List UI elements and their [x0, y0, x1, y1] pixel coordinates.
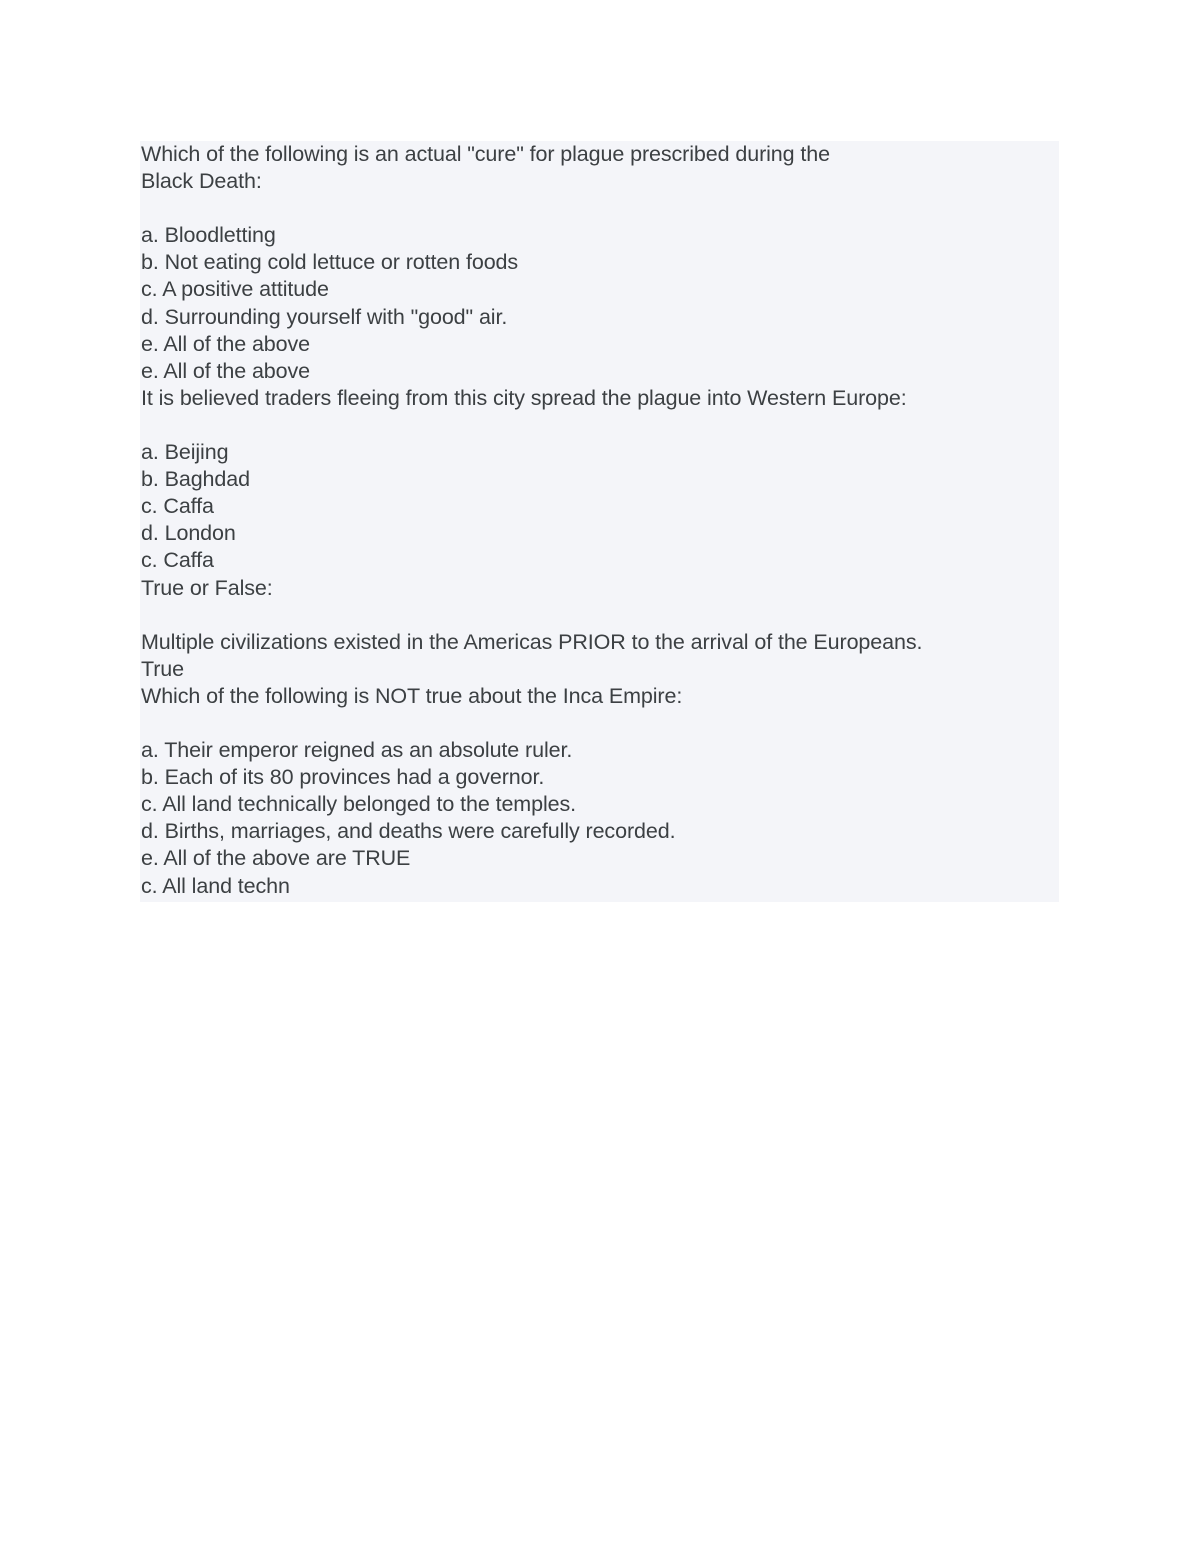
q4-option-b: b. Each of its 80 provinces had a governor. [141, 765, 545, 790]
q2-option-a: a. Beijing [141, 440, 229, 465]
q1-question-line-1: Which of the following is an actual "cure" for plague prescribed during the [141, 142, 830, 166]
blank-line [141, 412, 1059, 439]
q3-answer: True [141, 656, 185, 681]
q2-answer: c. Caffa [141, 548, 214, 573]
q1-option-a: a. Bloodletting [141, 223, 276, 248]
q2-option-c: c. Caffa [141, 494, 214, 519]
q2-option-d: d. London [141, 521, 236, 546]
q3-question-heading: True or False: [141, 575, 273, 600]
q4-question: Which of the following is NOT true about the Inca Empire: [141, 683, 683, 708]
quiz-content-block [140, 141, 1059, 902]
q4-option-d: d. Births, marriages, and deaths were carefully recorded. [141, 819, 676, 844]
q1-answer: e. All of the above [141, 358, 311, 383]
q4-answer: c. All land techn [141, 873, 290, 898]
q1-question-line-2: Black Death: [141, 169, 262, 194]
q3-statement: Multiple civilizations existed in the Americas PRIOR to the arrival of the Europeans. [141, 629, 923, 654]
q4-option-e: e. All of the above are TRUE [141, 846, 411, 871]
q2-question: It is believed traders fleeing from this city spread the plague into Western Europe: [141, 385, 907, 410]
blank-line [141, 710, 1059, 737]
q2-option-b: b. Baghdad [141, 467, 250, 492]
q4-option-a: a. Their emperor reigned as an absolute ruler. [141, 738, 573, 763]
q1-option-d: d. Surrounding yourself with "good" air. [141, 304, 508, 329]
blank-line [141, 602, 1059, 629]
q1-option-c: c. A positive attitude [141, 277, 329, 302]
q1-option-e: e. All of the above [141, 331, 311, 356]
q4-option-c: c. All land technically belonged to the temples. [141, 792, 577, 817]
blank-line [141, 195, 1059, 222]
q1-option-b: b. Not eating cold lettuce or rotten foods [141, 250, 519, 275]
